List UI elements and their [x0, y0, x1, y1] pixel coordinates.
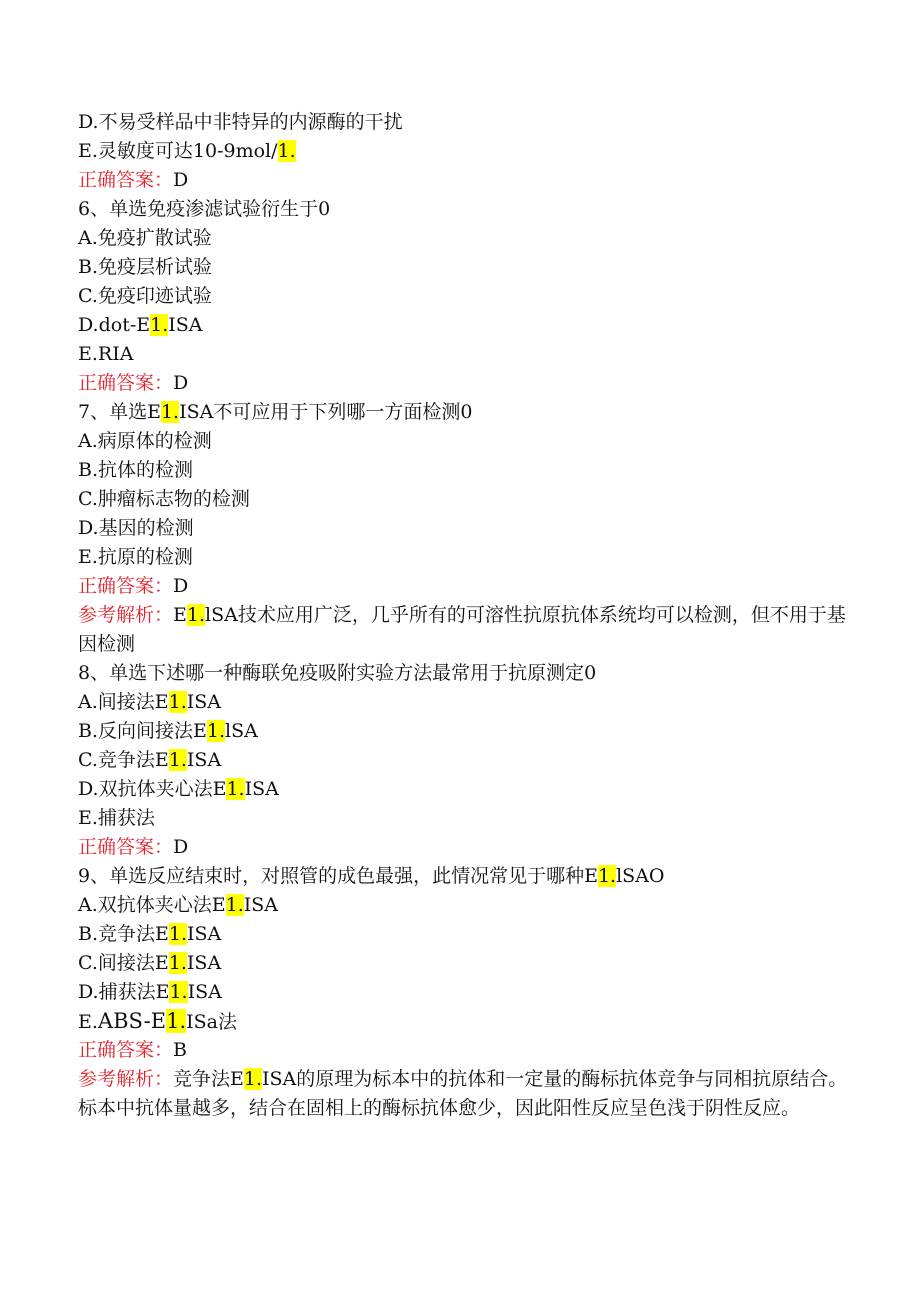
answer-value: D	[173, 575, 189, 597]
explanation-text: 竞争法E	[173, 1068, 244, 1090]
option-text: A.免疫扩散试验	[78, 227, 212, 249]
question-text: lSAO	[616, 865, 665, 887]
explanation-text: ISA的原理为标本中的抗体和一定量的酶标抗体竞争与同相抗原结合。标本中抗体量越多，结合在固相上的酶标抗体愈少，因此阳性反应呈色浅于阴性反应。	[78, 1068, 848, 1119]
option-text: B.免疫层析试验	[78, 256, 213, 278]
answer-label: 正确答案：	[78, 169, 174, 191]
option-text: ISA	[186, 952, 222, 974]
option-text: E.	[78, 1011, 98, 1033]
highlighted-text: 1.	[168, 691, 187, 713]
option-line	[78, 485, 848, 514]
highlighted-text: 1.	[186, 604, 206, 626]
question-line	[78, 659, 848, 688]
explanation-label: 参考解析：	[78, 604, 174, 626]
highlighted-text: 1.	[150, 314, 169, 336]
question-line	[78, 862, 848, 891]
answer-line	[78, 369, 848, 398]
option-line	[78, 108, 848, 137]
option-text: B.抗体的检测	[78, 459, 194, 481]
option-line	[78, 688, 848, 717]
question-text: 7、单选E	[78, 401, 161, 423]
option-line	[78, 340, 848, 369]
explanation-line	[78, 601, 848, 659]
option-line	[78, 978, 848, 1007]
option-text: A.双抗体夹心法E	[78, 894, 226, 916]
question-text: 6、单选免疫渗滤试验衍生于0	[78, 198, 331, 220]
answer-label: 正确答案：	[78, 836, 174, 858]
option-text: A.间接法E	[78, 691, 169, 713]
option-line	[78, 920, 848, 949]
option-line	[78, 949, 848, 978]
option-text: ISA	[168, 314, 203, 336]
option-line	[78, 311, 848, 340]
answer-line	[78, 833, 848, 862]
answer-line	[78, 1036, 848, 1065]
answer-line	[78, 572, 848, 601]
answer-label: 正确答案：	[78, 575, 174, 597]
option-text: lSA	[225, 720, 258, 742]
option-line	[78, 253, 848, 282]
option-line	[78, 427, 848, 456]
option-text: E.灵敏度可达10-9mol/	[78, 140, 278, 162]
highlighted-text: 1.	[168, 952, 187, 974]
answer-value: B	[173, 1039, 187, 1061]
option-line	[78, 1007, 848, 1036]
highlighted-text: 1.	[206, 720, 226, 742]
explanation-text: E	[173, 604, 187, 626]
answer-value: D	[173, 372, 189, 394]
option-text: ISA	[187, 923, 222, 945]
explanation-text: lSA技术应用广泛，几乎所有的可溶性抗原抗体系统均可以检测，但不用于基因检测	[78, 604, 846, 655]
option-text: A.病原体的检测	[78, 430, 212, 452]
option-text: C.免疫印迹试验	[78, 285, 212, 307]
option-text: ISa法	[186, 1011, 238, 1033]
highlighted-text: 1.	[225, 894, 244, 916]
option-line	[78, 746, 848, 775]
answer-value: D	[173, 836, 189, 858]
question-line	[78, 195, 848, 224]
document-page	[78, 108, 848, 1123]
answer-value: D	[173, 169, 189, 191]
question-text: 9、单选反应结束时，对照管的成色最强，此情况常见于哪种E	[78, 865, 598, 887]
answer-label: 正确答案：	[78, 372, 174, 394]
option-text: ISA	[244, 778, 279, 800]
option-text: D.基因的检测	[78, 517, 194, 539]
option-line	[78, 543, 848, 572]
option-line	[78, 514, 848, 543]
option-text: E.RIA	[78, 343, 134, 365]
highlighted-text: 1.	[243, 1068, 263, 1090]
option-line	[78, 717, 848, 746]
option-text: C.肿瘤标志物的检测	[78, 488, 250, 510]
highlighted-text: 1.	[168, 749, 187, 771]
explanation-line	[78, 1065, 848, 1123]
option-text: ABS-E	[97, 1009, 167, 1033]
option-text: C.间接法E	[78, 952, 169, 974]
option-line	[78, 775, 848, 804]
option-line	[78, 891, 848, 920]
option-text: ISA	[187, 981, 222, 1003]
highlighted-text: 1.	[226, 778, 245, 800]
question-text: 8、单选下述哪一种酶联免疫吸附实验方法最常用于抗原测定0	[78, 662, 597, 684]
option-text: ISA	[243, 894, 279, 916]
question-line	[78, 398, 848, 427]
option-text: C.竞争法E	[78, 749, 169, 771]
answer-line	[78, 166, 848, 195]
option-text: E.捕获法	[78, 807, 155, 829]
option-line	[78, 456, 848, 485]
option-text: ISA	[186, 691, 222, 713]
explanation-label: 参考解析：	[78, 1068, 174, 1090]
option-line	[78, 224, 848, 253]
highlighted-text: 1.	[277, 140, 296, 162]
option-text: D.dot-E	[78, 314, 151, 336]
highlighted-text: 1.	[169, 981, 188, 1003]
answer-label: 正确答案：	[78, 1039, 174, 1061]
option-text: D.双抗体夹心法E	[78, 778, 227, 800]
highlighted-text: 1.	[597, 865, 617, 887]
option-text: D.捕获法E	[78, 981, 170, 1003]
option-line	[78, 282, 848, 311]
option-line	[78, 137, 848, 166]
highlighted-text: 1.	[166, 1009, 187, 1033]
question-text: ISA不可应用于下列哪一方面检测0	[179, 401, 473, 423]
option-text: B.竞争法E	[78, 923, 169, 945]
option-line	[78, 804, 848, 833]
highlighted-text: 1.	[168, 923, 188, 945]
highlighted-text: 1.	[160, 401, 180, 423]
option-text: E.抗原的检测	[78, 546, 193, 568]
option-text: ISA	[186, 749, 222, 771]
option-text: B.反向间接法E	[78, 720, 207, 742]
option-text: D.不易受样品中非特异的内源酶的干扰	[78, 111, 403, 133]
